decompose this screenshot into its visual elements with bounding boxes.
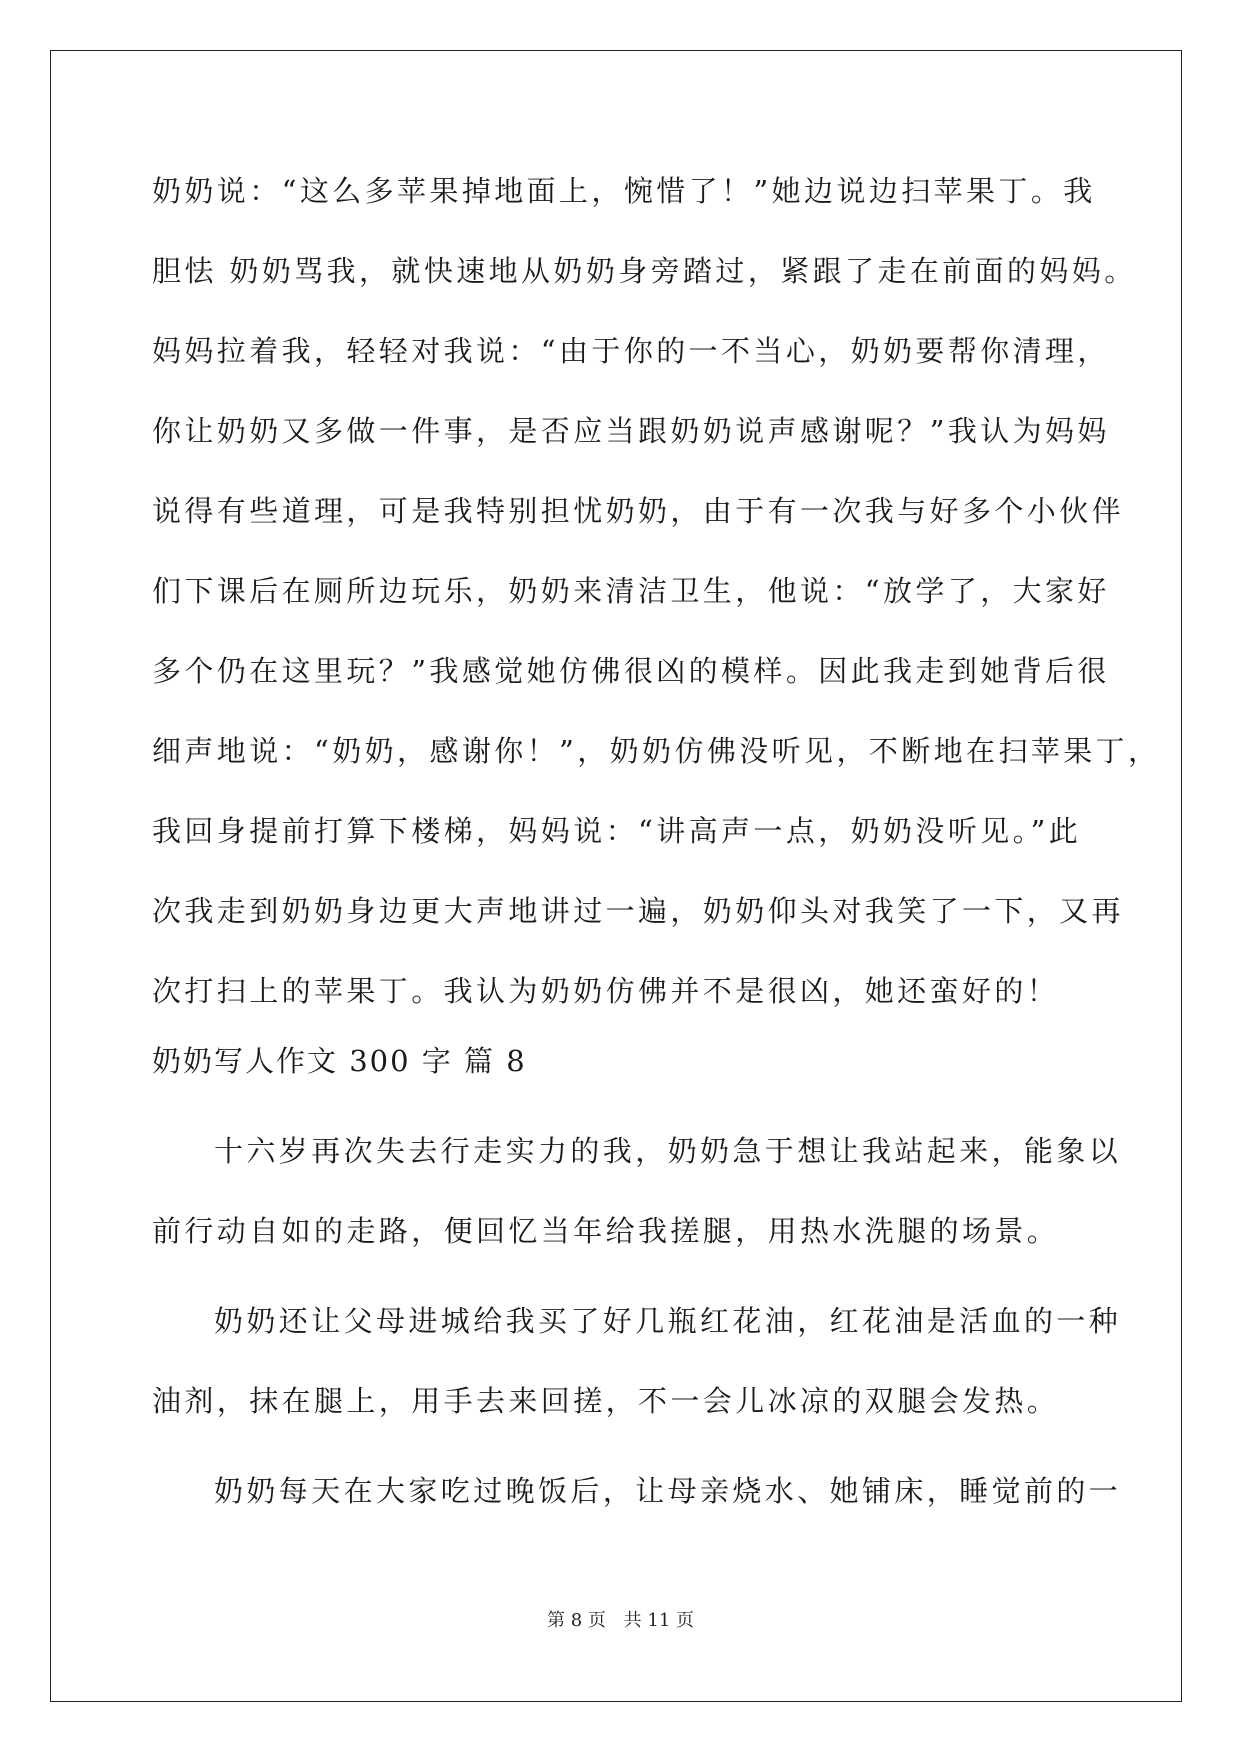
paragraph-line: 前行动自如的走路，便回忆当年给我搓腿，用热水洗腿的场景。 <box>152 1214 1060 1248</box>
page-total: 共 11 页 <box>623 1610 694 1631</box>
text-line: 奶奶说：“这么多苹果掉地面上，惋惜了！”她边说边扫苹果丁。我 <box>152 174 1096 208</box>
text-line: 你让奶奶又多做一件事，是否应当跟奶奶说声感谢呢？”我认为妈妈 <box>152 414 1110 448</box>
paragraph-line: 十六岁再次失去行走实力的我，奶奶急于想让我站起来，能象以 <box>214 1134 1122 1168</box>
text-line: 胆怯 奶奶骂我，就快速地从奶奶身旁踏过，紧跟了走在前面的妈妈。 <box>152 254 1137 288</box>
section-title: 奶奶写人作文 300 字 篇 8 <box>152 1044 527 1078</box>
text-line: 细声地说：“奶奶，感谢你！”，奶奶仿佛没听见，不断地在扫苹果丁， <box>152 734 1161 768</box>
paragraph-line: 油剂，抹在腿上，用手去来回搓，不一会儿冰凉的双腿会发热。 <box>152 1384 1060 1418</box>
text-line: 我回身提前打算下楼梯，妈妈说：“讲高声一点，奶奶没听见。”此 <box>152 814 1082 848</box>
text-line: 们下课后在厕所边玩乐，奶奶来清洁卫生，他说：“放学了，大家好 <box>152 574 1110 608</box>
page-number: 第 8 页 <box>547 1610 606 1631</box>
paragraph-line: 奶奶还让父母进城给我买了好几瓶红花油，红花油是活血的一种 <box>214 1304 1122 1338</box>
text-line: 次打扫上的苹果丁。我认为奶奶仿佛并不是很凶，她还蛮好的！ <box>152 974 1060 1008</box>
text-line: 多个仍在这里玩？”我感觉她仿佛很凶的模样。因此我走到她背后很 <box>152 654 1110 688</box>
page-footer <box>0 1609 1241 1633</box>
text-line: 说得有些道理，可是我特别担忧奶奶，由于有一次我与好多个小伙伴 <box>152 494 1125 528</box>
text-line: 妈妈拉着我，轻轻对我说：“由于你的一不当心，奶奶要帮你清理， <box>152 334 1110 368</box>
paragraph-line: 奶奶每天在大家吃过晚饭后，让母亲烧水、她铺床，睡觉前的一 <box>214 1474 1122 1508</box>
text-line: 次我走到奶奶身边更大声地讲过一遍，奶奶仰头对我笑了一下，又再 <box>152 894 1125 928</box>
page-border <box>50 50 1182 1702</box>
